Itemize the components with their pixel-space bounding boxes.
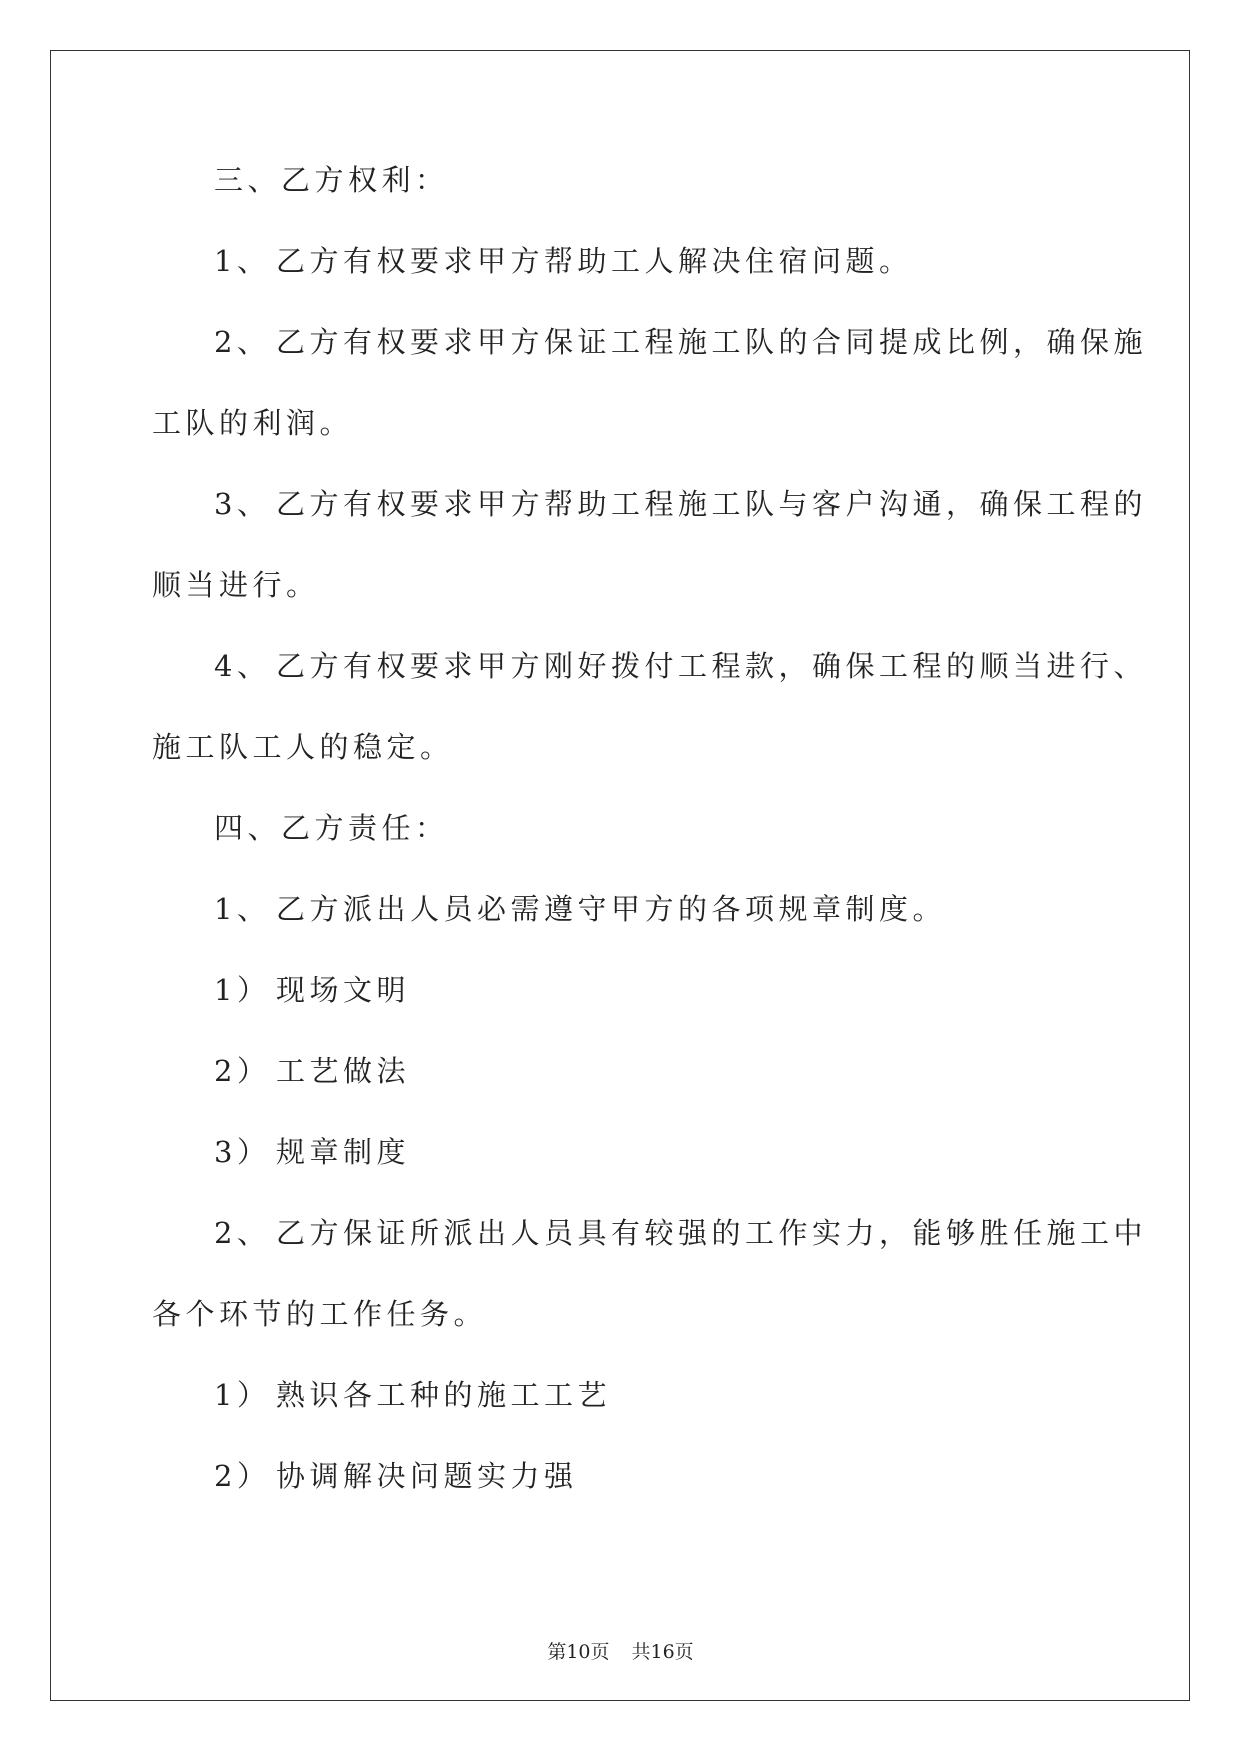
item-number: 1、 bbox=[214, 244, 271, 278]
document-body bbox=[152, 160, 1148, 1537]
item-number: 2、 bbox=[214, 1216, 271, 1250]
list-item: 1、 乙方派出人员必需遵守甲方的各项规章制度。 bbox=[152, 889, 1092, 970]
item-number: 3） bbox=[214, 1135, 271, 1169]
item-number: 1、 bbox=[214, 892, 271, 926]
list-item: 4、 乙方有权要求甲方刚好拨付工程款，确保工程的顺当进行、 bbox=[152, 646, 1092, 727]
section-heading: 三、乙方权利： bbox=[214, 163, 449, 197]
continuation-line: 施工队工人的稳定。 bbox=[152, 730, 454, 764]
item-number: 2） bbox=[214, 1054, 271, 1088]
item-number: 2） bbox=[214, 1459, 271, 1493]
continuation-line: 工队的利润。 bbox=[152, 406, 354, 440]
list-item: 1） 现场文明 bbox=[152, 970, 1092, 1051]
list-item: 2、 乙方有权要求甲方保证工程施工队的合同提成比例，确保施 bbox=[152, 322, 1092, 403]
list-item: 2、 乙方保证所派出人员具有较强的工作实力，能够胜任施工中 bbox=[152, 1213, 1092, 1294]
item-number: 1） bbox=[214, 1378, 271, 1412]
section-heading: 四、乙方责任： bbox=[214, 811, 449, 845]
item-number: 1） bbox=[214, 973, 271, 1007]
item-number: 4、 bbox=[214, 649, 271, 683]
list-item: 1） 熟识各工种的施工工艺 bbox=[152, 1375, 1092, 1456]
continuation-line: 各个环节的工作任务。 bbox=[152, 1297, 488, 1331]
list-item: 3） 规章制度 bbox=[152, 1132, 1092, 1213]
page-number: 第10页 bbox=[547, 1641, 610, 1663]
page-total: 共16页 bbox=[631, 1641, 694, 1663]
item-number: 3、 bbox=[214, 487, 271, 521]
continuation-line: 顺当进行。 bbox=[152, 568, 320, 602]
page-footer bbox=[0, 1637, 1241, 1664]
list-item: 3、 乙方有权要求甲方帮助工程施工队与客户沟通，确保工程的 bbox=[152, 484, 1092, 565]
list-item: 1、 乙方有权要求甲方帮助工人解决住宿问题。 bbox=[152, 241, 1092, 322]
item-number: 2、 bbox=[214, 325, 271, 359]
list-item: 2） 协调解决问题实力强 bbox=[152, 1456, 1092, 1537]
list-item: 2） 工艺做法 bbox=[152, 1051, 1092, 1132]
